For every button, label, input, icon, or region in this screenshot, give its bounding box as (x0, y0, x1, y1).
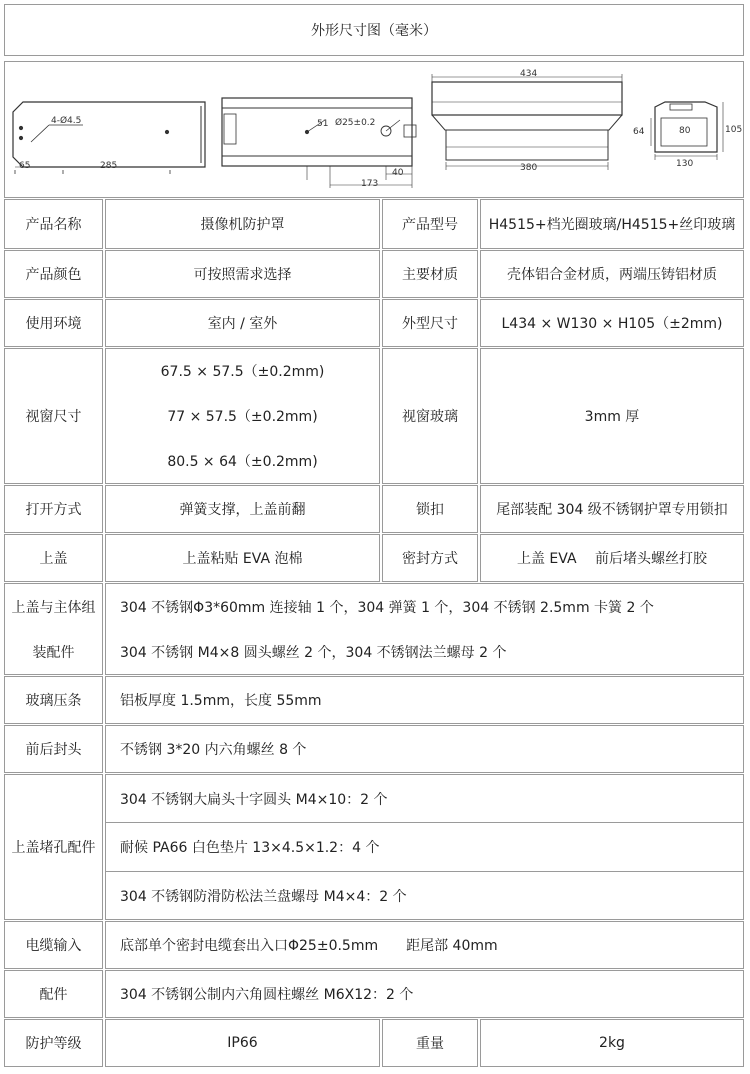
window-size-item: 77 × 57.5（±0.2mm) (167, 408, 318, 425)
row-label-2: 密封方式 (382, 534, 478, 582)
row-value: 弹簧支撑，上盖前翻 (105, 485, 380, 533)
front-dim-top: 434 (520, 69, 538, 79)
spec-row (4, 725, 744, 773)
spec-sheet (4, 4, 745, 1068)
row-value: 底部单个密封电缆套出入口Φ25±0.5mm 距尾部 40mm (105, 921, 744, 969)
spec-row (4, 348, 744, 484)
row-value-2: 尾部装配 304 级不锈钢护罩专用锁扣 (480, 485, 744, 533)
row-label: 产品名称 (4, 199, 103, 249)
row-value-2: 3mm 厚 (480, 348, 744, 484)
dimension-drawing (4, 61, 744, 198)
plug-part-item: 304 不锈钢防滑防松法兰盘螺母 M4×4：2 个 (105, 871, 744, 920)
assembly-part-item: 304 不锈钢Φ3*60mm 连接轴 1 个，304 弹簧 1 个，304 不锈钢 2.5mm 卡簧 2 个 (120, 599, 654, 616)
row-label: 前后封头 (4, 725, 103, 773)
row-label-2: 视窗玻璃 (382, 348, 478, 484)
end-dim-height-left: 64 (633, 127, 645, 137)
row-label (4, 583, 103, 675)
assembly-parts-list (120, 584, 654, 674)
front-view (432, 74, 622, 170)
row-label: 电缆输入 (4, 921, 103, 969)
spec-row (4, 250, 744, 298)
bottom-view (222, 98, 416, 188)
row-label: 打开方式 (4, 485, 103, 533)
plug-part-item: 304 不锈钢大扁头十字圆头 M4×10：2 个 (105, 774, 744, 823)
row-value: 室内 / 室外 (105, 299, 380, 347)
row-label-2: 外型尺寸 (382, 299, 478, 347)
spec-row (4, 485, 744, 533)
row-value-2: H4515+档光圈玻璃/H4515+丝印玻璃 (480, 199, 744, 249)
spec-row (4, 921, 744, 969)
assembly-part-item: 304 不锈钢 M4×8 圆头螺丝 2 个，304 不锈钢法兰螺母 2 个 (120, 644, 507, 661)
end-dim-inner: 80 (679, 126, 691, 136)
row-label-line: 上盖与主体组 (11, 599, 96, 616)
row-value-2: 壳体铝合金材质，两端压铸铝材质 (480, 250, 744, 298)
bottom-dim-total: 173 (361, 179, 379, 189)
window-size-item: 67.5 × 57.5（±0.2mm) (160, 364, 325, 381)
bottom-dim-a: 51 (317, 119, 329, 129)
row-label-2: 锁扣 (382, 485, 478, 533)
window-size-item: 80.5 × 64（±0.2mm) (167, 453, 318, 470)
drawing-title: 外形尺寸图（毫米） (4, 4, 744, 56)
row-value: 摄像机防护罩 (105, 199, 380, 249)
row-label-2: 主要材质 (382, 250, 478, 298)
row-label: 防护等级 (4, 1019, 103, 1067)
front-dim-bottom: 380 (520, 163, 538, 173)
plug-part-item: 耐候 PA66 白色垫片 13×4.5×1.2：4 个 (105, 822, 744, 872)
row-label: 产品颜色 (4, 250, 103, 298)
row-value: IP66 (105, 1019, 380, 1067)
side-dim-body: 285 (100, 161, 118, 171)
row-value-2: L434 × W130 × H105（±2mm) (480, 299, 744, 347)
spec-row (4, 299, 744, 347)
row-label-line: 装配件 (32, 644, 75, 661)
spec-row (4, 676, 744, 724)
spec-row (4, 970, 744, 1018)
end-dim-height-right: 105 (725, 125, 743, 135)
row-label: 玻璃压条 (4, 676, 103, 724)
row-value: 上盖粘贴 EVA 泡棉 (105, 534, 380, 582)
row-label: 上盖堵孔配件 (4, 774, 103, 920)
row-label: 上盖 (4, 534, 103, 582)
spec-row (4, 583, 744, 675)
row-label-lines (12, 584, 96, 674)
side-hole-label: 4-Ø4.5 (51, 116, 82, 126)
row-value: 不锈钢 3*20 内六角螺丝 8 个 (105, 725, 744, 773)
spec-row (4, 199, 744, 249)
row-label: 视窗尺寸 (4, 348, 103, 484)
spec-row (4, 1019, 744, 1067)
dimension-drawing-svg (5, 62, 745, 199)
row-label-2: 重量 (382, 1019, 478, 1067)
end-dim-width: 130 (676, 159, 694, 169)
row-value (105, 583, 744, 675)
window-size-list (161, 349, 325, 483)
spec-row (4, 534, 744, 582)
row-value-2: 上盖 EVA 前后堵头螺丝打胶 (480, 534, 744, 582)
row-label: 配件 (4, 970, 103, 1018)
bottom-hole-label: Ø25±0.2 (335, 118, 376, 128)
row-value: 铝板厚度 1.5mm，长度 55mm (105, 676, 744, 724)
row-label: 使用环境 (4, 299, 103, 347)
row-label-2: 产品型号 (382, 199, 478, 249)
row-value: 304 不锈钢公制内六角圆柱螺丝 M6X12：2 个 (105, 970, 744, 1018)
row-value-2: 2kg (480, 1019, 744, 1067)
side-dim-front: 65 (19, 161, 31, 171)
spec-row (4, 774, 744, 920)
row-value (105, 348, 380, 484)
row-value: 可按照需求选择 (105, 250, 380, 298)
bottom-dim-b: 40 (392, 168, 404, 178)
